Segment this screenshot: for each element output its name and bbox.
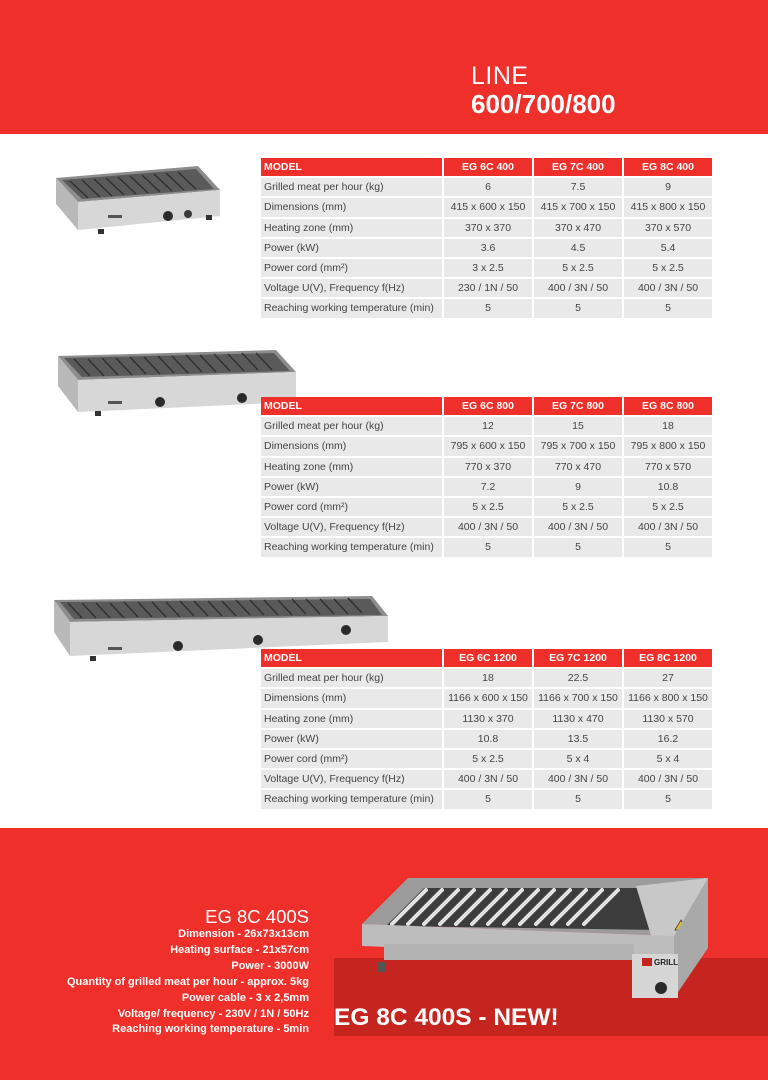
model-header-cell: EG 7C 1200 bbox=[534, 649, 622, 667]
table-cell: 795 x 600 x 150 bbox=[444, 437, 532, 455]
spec-table-1200 bbox=[259, 647, 714, 811]
spec-line bbox=[67, 1022, 309, 1038]
row-label: Reaching working temperature (min) bbox=[261, 538, 442, 556]
row-label: Grilled meat per hour (kg) bbox=[261, 669, 442, 687]
table-cell: 5 bbox=[534, 790, 622, 808]
spec-line bbox=[67, 927, 309, 943]
table-cell: 415 x 600 x 150 bbox=[444, 198, 532, 216]
spec-label: Power - bbox=[231, 959, 275, 972]
row-label: Dimensions (mm) bbox=[261, 689, 442, 707]
table-cell: 400 / 3N / 50 bbox=[534, 518, 622, 536]
table-row bbox=[261, 538, 712, 556]
row-label: Voltage U(V), Frequency f(Hz) bbox=[261, 279, 442, 297]
page-bottom-margin bbox=[0, 1080, 768, 1090]
table-cell: 400 / 3N / 50 bbox=[534, 770, 622, 788]
row-label: Dimensions (mm) bbox=[261, 198, 442, 216]
table-cell: 400 / 3N / 50 bbox=[444, 770, 532, 788]
grill-400-image bbox=[48, 160, 228, 240]
model-header-cell: EG 6C 800 bbox=[444, 397, 532, 415]
row-label: Reaching working temperature (min) bbox=[261, 790, 442, 808]
row-label: Grilled meat per hour (kg) bbox=[261, 417, 442, 435]
table-row bbox=[261, 458, 712, 476]
table-row bbox=[261, 689, 712, 707]
table-cell: 5 bbox=[534, 538, 622, 556]
row-label: Voltage U(V), Frequency f(Hz) bbox=[261, 770, 442, 788]
row-label: Power cord (mm²) bbox=[261, 750, 442, 768]
table-row bbox=[261, 178, 712, 196]
spec-label: Heating surface - bbox=[170, 943, 263, 956]
table-cell: 4.5 bbox=[534, 239, 622, 257]
table-cell: 415 x 800 x 150 bbox=[624, 198, 712, 216]
spec-table-800 bbox=[259, 395, 714, 559]
table-row bbox=[261, 219, 712, 237]
table-header-row bbox=[261, 397, 712, 415]
table-cell: 770 x 570 bbox=[624, 458, 712, 476]
model-header-cell: EG 7C 400 bbox=[534, 158, 622, 176]
spec-label: Reaching working temperature - bbox=[112, 1023, 284, 1036]
model-header-cell: EG 8C 1200 bbox=[624, 649, 712, 667]
table-header-row bbox=[261, 158, 712, 176]
spec-line bbox=[67, 991, 309, 1007]
table-header-row bbox=[261, 649, 712, 667]
row-label: Reaching working temperature (min) bbox=[261, 299, 442, 317]
model-header-label: MODEL bbox=[261, 397, 442, 415]
table-cell: 18 bbox=[444, 669, 532, 687]
header-band bbox=[0, 0, 768, 134]
row-label: Heating zone (mm) bbox=[261, 219, 442, 237]
table-cell: 400 / 3N / 50 bbox=[444, 518, 532, 536]
table-cell: 230 / 1N / 50 bbox=[444, 279, 532, 297]
table-cell: 12 bbox=[444, 417, 532, 435]
table-row bbox=[261, 790, 712, 808]
table-row bbox=[261, 417, 712, 435]
table-cell: 370 x 470 bbox=[534, 219, 622, 237]
model-header-cell: EG 8C 400 bbox=[624, 158, 712, 176]
table-row bbox=[261, 478, 712, 496]
spec-line bbox=[67, 943, 309, 959]
row-label: Power (kW) bbox=[261, 239, 442, 257]
line-label: LINE bbox=[471, 62, 529, 90]
table-cell: 10.8 bbox=[444, 730, 532, 748]
table-cell: 7.2 bbox=[444, 478, 532, 496]
model-header-cell: EG 6C 400 bbox=[444, 158, 532, 176]
table-row bbox=[261, 239, 712, 257]
table-cell: 1130 x 470 bbox=[534, 710, 622, 728]
model-header-cell: EG 6C 1200 bbox=[444, 649, 532, 667]
spec-value: 230V / 1N / 50Hz bbox=[225, 1007, 309, 1020]
table-cell: 27 bbox=[624, 669, 712, 687]
table-cell: 770 x 370 bbox=[444, 458, 532, 476]
row-label: Dimensions (mm) bbox=[261, 437, 442, 455]
spec-label: Voltage/ frequency - bbox=[117, 1007, 226, 1020]
table-row bbox=[261, 299, 712, 317]
table-cell: 5 x 2.5 bbox=[444, 498, 532, 516]
table-row bbox=[261, 498, 712, 516]
spec-value: 3 x 2,5mm bbox=[255, 991, 309, 1004]
grill-logo-text: GRILL bbox=[654, 958, 678, 967]
table-cell: 5 bbox=[624, 790, 712, 808]
table-cell: 370 x 570 bbox=[624, 219, 712, 237]
table-row bbox=[261, 198, 712, 216]
spec-value: 3000W bbox=[274, 959, 309, 972]
table-cell: 400 / 3N / 50 bbox=[534, 279, 622, 297]
table-cell: 9 bbox=[624, 178, 712, 196]
table-row bbox=[261, 750, 712, 768]
table-cell: 5 x 4 bbox=[534, 750, 622, 768]
table-cell: 5 x 2.5 bbox=[534, 498, 622, 516]
grill-400s-image bbox=[356, 866, 732, 1006]
spec-line bbox=[67, 1007, 309, 1023]
table-cell: 1166 x 600 x 150 bbox=[444, 689, 532, 707]
table-cell: 1130 x 370 bbox=[444, 710, 532, 728]
table-cell: 400 / 3N / 50 bbox=[624, 279, 712, 297]
row-label: Voltage U(V), Frequency f(Hz) bbox=[261, 518, 442, 536]
row-label: Power cord (mm²) bbox=[261, 498, 442, 516]
table-cell: 5 bbox=[624, 299, 712, 317]
table-cell: 1166 x 700 x 150 bbox=[534, 689, 622, 707]
table-cell: 415 x 700 x 150 bbox=[534, 198, 622, 216]
spec-value: 5min bbox=[283, 1023, 309, 1036]
row-label: Power (kW) bbox=[261, 730, 442, 748]
table-row bbox=[261, 437, 712, 455]
table-cell: 795 x 700 x 150 bbox=[534, 437, 622, 455]
table-cell: 5.4 bbox=[624, 239, 712, 257]
table-cell: 13.5 bbox=[534, 730, 622, 748]
spec-value: 26x73x13cm bbox=[244, 928, 309, 940]
table-row bbox=[261, 710, 712, 728]
table-cell: 15 bbox=[534, 417, 622, 435]
table-row bbox=[261, 669, 712, 687]
table-cell: 400 / 3N / 50 bbox=[624, 770, 712, 788]
table-cell: 9 bbox=[534, 478, 622, 496]
spec-label: Quantity of grilled meat per hour - approx. bbox=[66, 975, 291, 988]
table-cell: 770 x 470 bbox=[534, 458, 622, 476]
model-header-label: MODEL bbox=[261, 649, 442, 667]
table-cell: 1130 x 570 bbox=[624, 710, 712, 728]
line-models-title: 600/700/800 bbox=[471, 89, 616, 119]
row-label: Heating zone (mm) bbox=[261, 710, 442, 728]
table-row bbox=[261, 730, 712, 748]
spec-table-400 bbox=[259, 156, 714, 320]
table-cell: 5 x 2.5 bbox=[534, 259, 622, 277]
table-cell: 400 / 3N / 50 bbox=[624, 518, 712, 536]
table-row bbox=[261, 259, 712, 277]
row-label: Power (kW) bbox=[261, 478, 442, 496]
table-cell: 5 x 2.5 bbox=[624, 498, 712, 516]
model-header-cell: EG 8C 800 bbox=[624, 397, 712, 415]
spec-label: Dimension - bbox=[178, 928, 245, 940]
table-row bbox=[261, 279, 712, 297]
model-header-cell: EG 7C 800 bbox=[534, 397, 622, 415]
row-label: Heating zone (mm) bbox=[261, 458, 442, 476]
spec-line bbox=[67, 959, 309, 975]
table-cell: 18 bbox=[624, 417, 712, 435]
row-label: Power cord (mm²) bbox=[261, 259, 442, 277]
table-cell: 3 x 2.5 bbox=[444, 259, 532, 277]
table-cell: 5 bbox=[444, 299, 532, 317]
table-cell: 16.2 bbox=[624, 730, 712, 748]
table-cell: 5 x 2.5 bbox=[444, 750, 532, 768]
promo-spec-list bbox=[67, 927, 309, 1038]
table-cell: 1166 x 800 x 150 bbox=[624, 689, 712, 707]
row-label: Grilled meat per hour (kg) bbox=[261, 178, 442, 196]
spec-line bbox=[67, 975, 309, 991]
table-cell: 10.8 bbox=[624, 478, 712, 496]
table-cell: 7.5 bbox=[534, 178, 622, 196]
model-header-label: MODEL bbox=[261, 158, 442, 176]
table-cell: 22.5 bbox=[534, 669, 622, 687]
table-cell: 5 bbox=[624, 538, 712, 556]
spec-value: 5kg bbox=[290, 975, 309, 988]
table-cell: 5 x 4 bbox=[624, 750, 712, 768]
table-cell: 6 bbox=[444, 178, 532, 196]
table-cell: 795 x 800 x 150 bbox=[624, 437, 712, 455]
table-row bbox=[261, 518, 712, 536]
table-cell: 5 bbox=[444, 790, 532, 808]
promo-headline: EG 8C 400S - NEW! bbox=[334, 1004, 559, 1031]
promo-model-title: EG 8C 400S bbox=[205, 906, 309, 927]
table-cell: 5 bbox=[534, 299, 622, 317]
table-cell: 5 x 2.5 bbox=[624, 259, 712, 277]
spec-value: 21x57cm bbox=[262, 943, 309, 956]
table-cell: 370 x 370 bbox=[444, 219, 532, 237]
table-row bbox=[261, 770, 712, 788]
spec-label: Power cable - bbox=[181, 991, 256, 1004]
table-cell: 5 bbox=[444, 538, 532, 556]
table-cell: 3.6 bbox=[444, 239, 532, 257]
